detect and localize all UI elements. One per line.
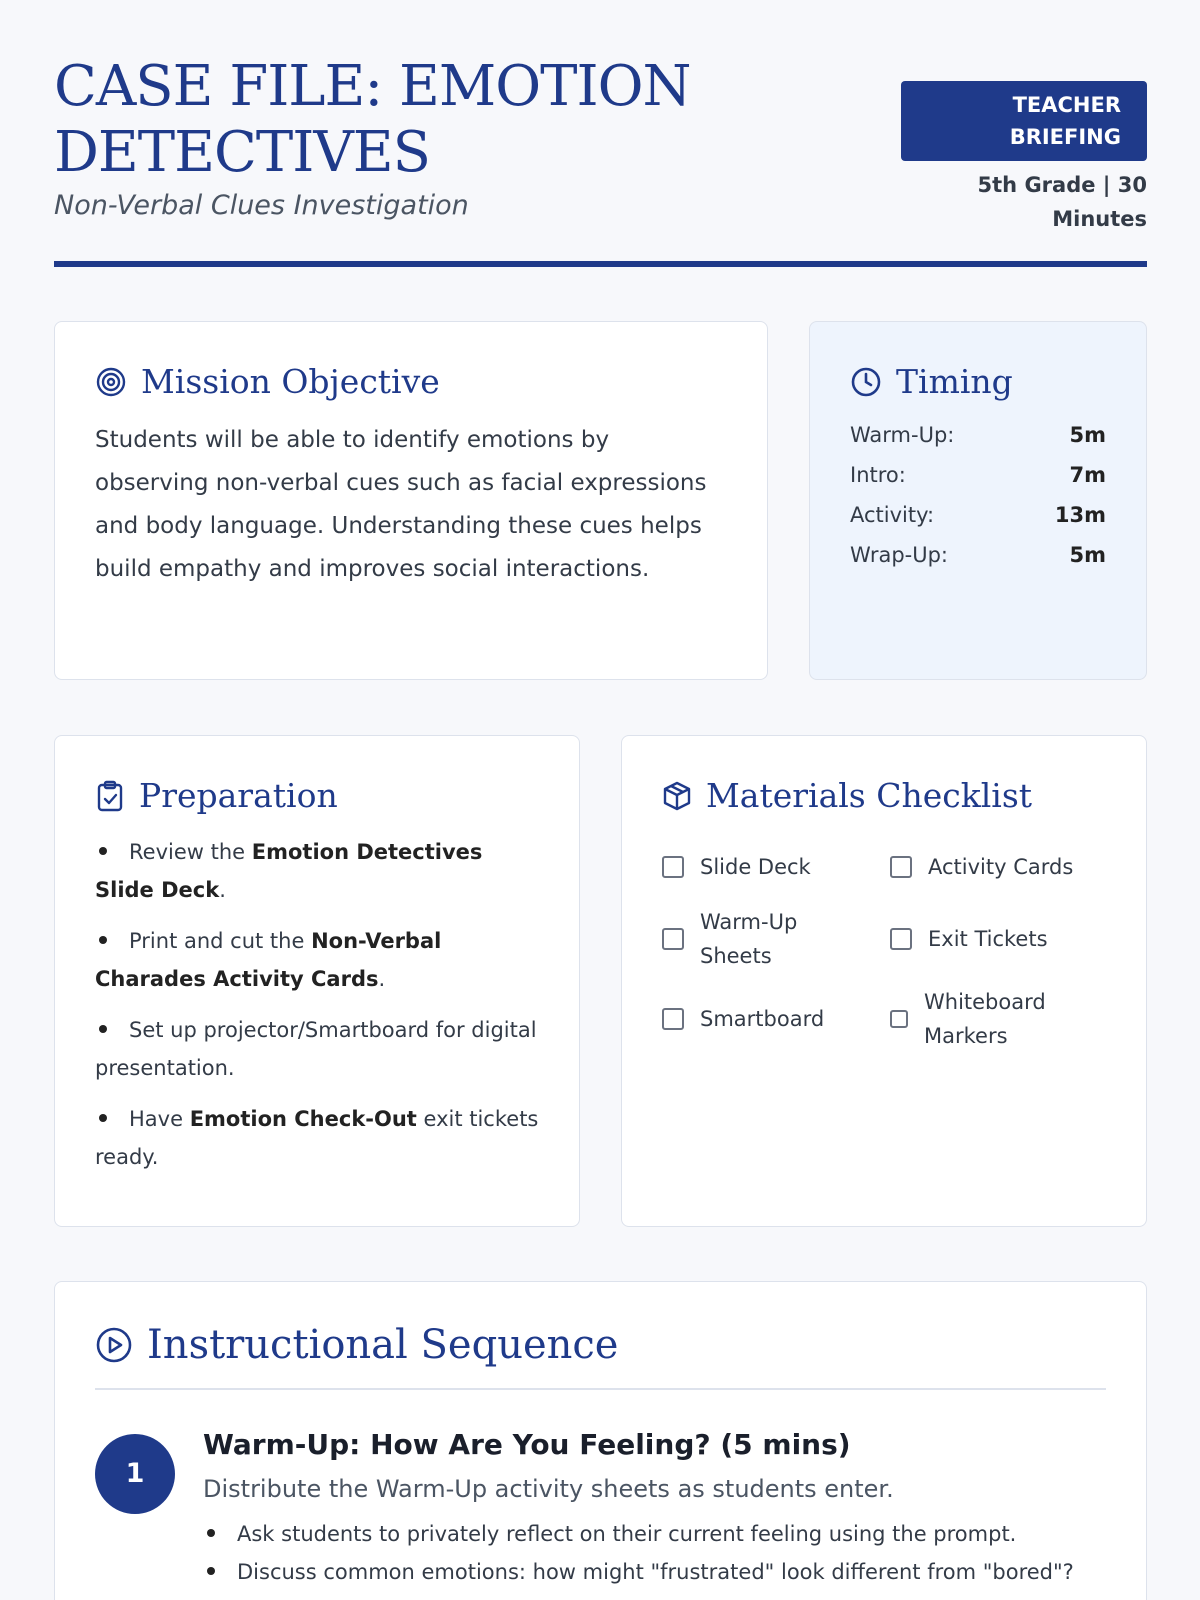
checkbox[interactable] xyxy=(662,928,684,950)
page-header xyxy=(54,54,1147,268)
instruction-title: Instructional Sequence xyxy=(147,1322,619,1368)
page-subtitle: Non-Verbal Clues Investigation xyxy=(54,190,469,221)
timing-label: Intro: xyxy=(850,463,906,487)
step-title: Warm-Up: How Are You Feeling? (5 mins) xyxy=(203,1427,851,1461)
timing-value: 5m xyxy=(1069,423,1106,447)
checkbox[interactable] xyxy=(890,856,912,878)
timing-value: 5m xyxy=(1069,543,1106,567)
instructional-sequence-card xyxy=(54,1281,1147,1600)
header-divider xyxy=(54,261,1147,267)
clock-icon xyxy=(850,366,882,398)
preparation-card xyxy=(54,735,580,1227)
checklist-item[interactable]: Exit Tickets xyxy=(890,899,1100,979)
prep-item: Review the Emotion Detectives Slide Deck. xyxy=(95,840,483,902)
mission-text: Students will be able to identify emotions by observing non-verbal cues such as facial expressions and body language. Understanding these cues helps build empathy and improves social interactions. xyxy=(95,427,707,582)
mission-objective-card xyxy=(54,321,768,680)
play-circle-icon xyxy=(95,1326,133,1364)
timing-value: 13m xyxy=(1054,503,1106,527)
mission-title: Mission Objective xyxy=(141,362,440,401)
timing-card xyxy=(809,321,1147,680)
step-bullet: Discuss common emotions: how might "frustrated" look different from "bored"? xyxy=(203,1553,1074,1591)
badge-label: TEACHER BRIEFING xyxy=(1009,93,1121,149)
prep-item: Set up projector/Smartboard for digital presentation. xyxy=(95,1018,537,1080)
timing-row-activity xyxy=(850,495,1106,535)
grade-duration: 5th Grade | 30 Minutes xyxy=(977,173,1147,231)
timing-label: Activity: xyxy=(850,503,935,527)
timing-value: 7m xyxy=(1069,463,1106,487)
checklist-item[interactable]: Warm-Up Sheets xyxy=(662,899,890,979)
timing-label: Warm-Up: xyxy=(850,423,955,447)
timing-label: Wrap-Up: xyxy=(850,543,949,567)
step-number-badge: 1 xyxy=(95,1434,175,1514)
materials-title: Materials Checklist xyxy=(706,776,1033,815)
clipboard-check-icon xyxy=(95,780,125,812)
materials-card xyxy=(621,735,1147,1227)
prep-item: Have Emotion Check-Out exit tickets ready. xyxy=(95,1107,539,1169)
prep-item: Print and cut the Non-Verbal Charades Activity Cards. xyxy=(95,929,442,991)
page-title: CASE FILE: EMOTION DETECTIVES xyxy=(54,54,691,185)
timing-row-warmup xyxy=(850,415,1106,455)
timing-row-intro xyxy=(850,455,1106,495)
target-icon xyxy=(95,366,127,398)
checklist-item[interactable]: Slide Deck xyxy=(662,835,890,899)
checkbox[interactable] xyxy=(662,856,684,878)
step-description: Distribute the Warm-Up activity sheets as students enter. xyxy=(203,1474,894,1503)
package-icon xyxy=(662,780,692,812)
step-bullet: Ask students to privately reflect on their current feeling using the prompt. xyxy=(203,1515,1074,1553)
checklist-item[interactable]: Activity Cards xyxy=(890,835,1100,899)
preparation-title: Preparation xyxy=(139,776,338,815)
checklist-item[interactable]: Smartboard xyxy=(662,979,890,1059)
checkbox[interactable] xyxy=(890,1010,908,1028)
section-divider xyxy=(95,1388,1106,1390)
timing-row-wrapup xyxy=(850,535,1106,575)
checklist-item[interactable]: Whiteboard Markers xyxy=(890,979,1100,1059)
checkbox[interactable] xyxy=(662,1008,684,1030)
checkbox[interactable] xyxy=(890,928,912,950)
teacher-briefing-badge xyxy=(901,81,1147,161)
step-1 xyxy=(95,1428,1106,1591)
timing-title: Timing xyxy=(896,362,1013,401)
